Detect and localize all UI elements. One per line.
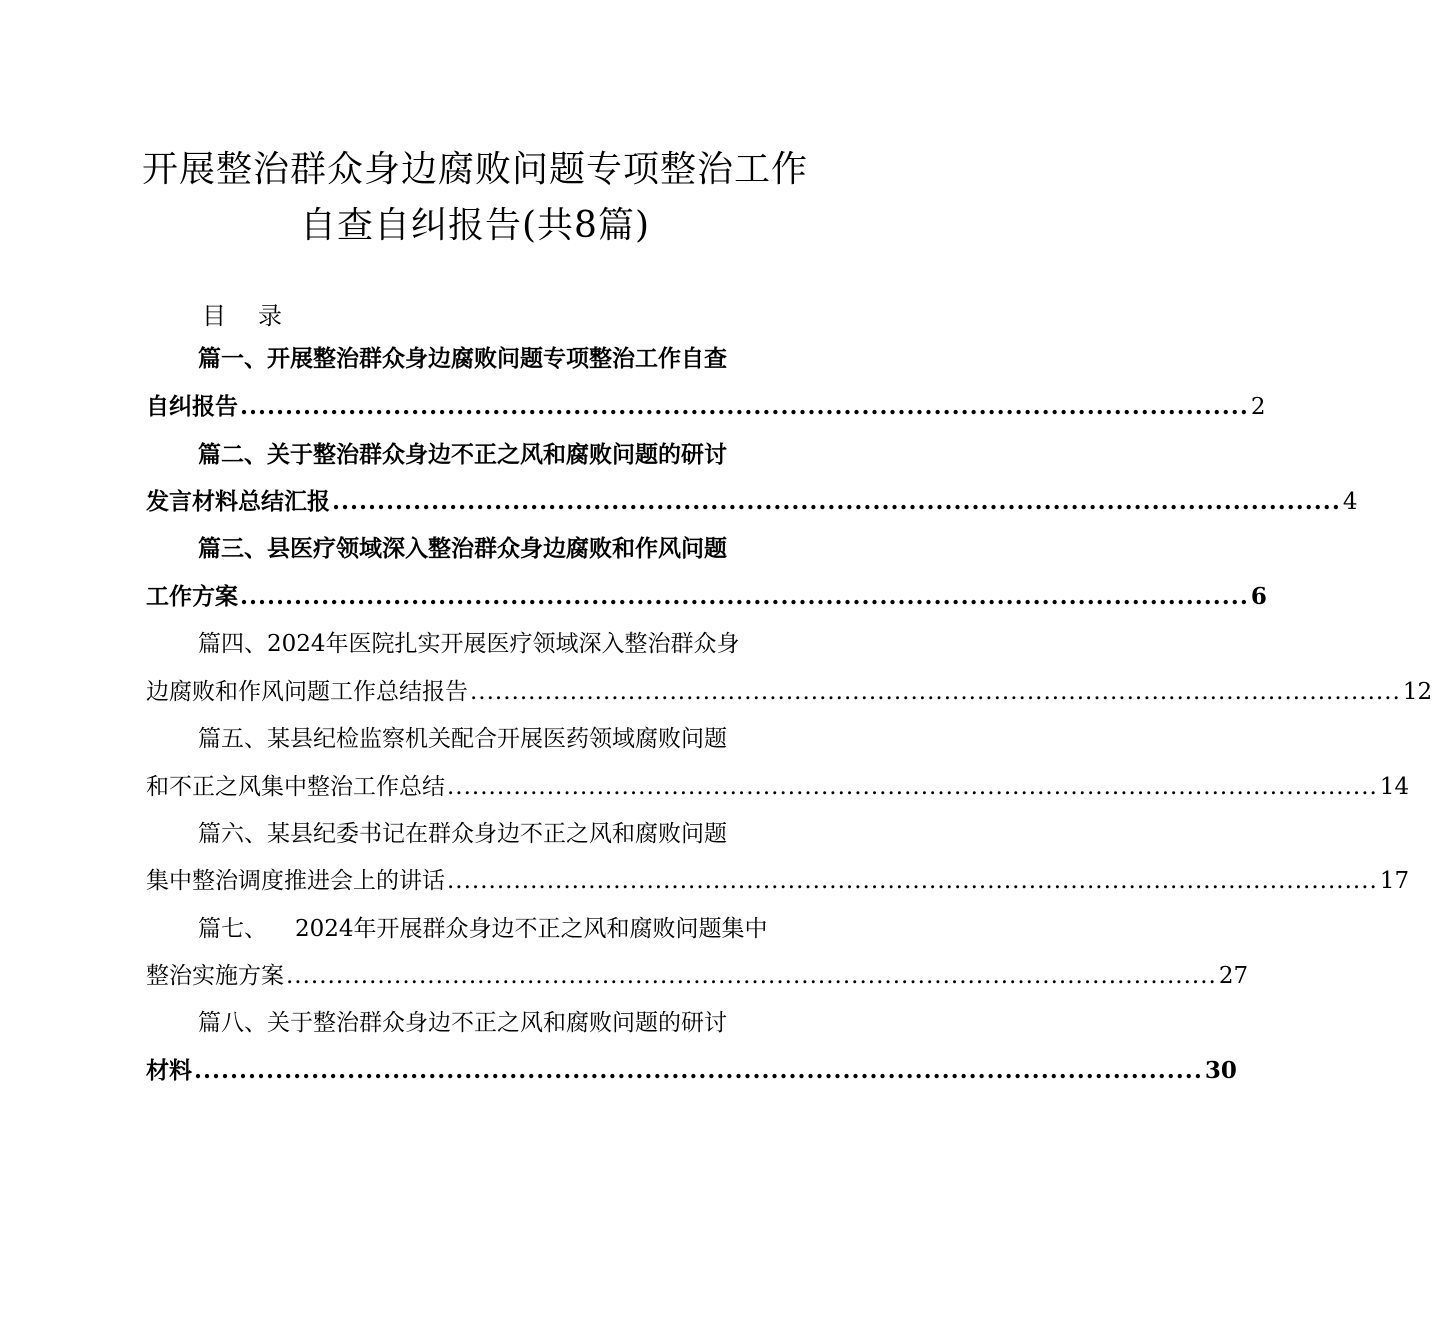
toc-entry-5-page: 14: [1379, 774, 1410, 800]
toc-entry-4-title[interactable]: 篇四、2024年医院扎实开展医疗领域深入整治群众身: [198, 631, 740, 657]
toc-entry-7-title-rest: 2024年开展群众身边不正之风和腐败问题集中: [295, 916, 768, 942]
toc-entry-2-leader-line[interactable]: [146, 485, 1358, 519]
dot-leader: ................................................................................................................: [240, 583, 1249, 610]
toc-entry-6-title[interactable]: 篇六、某县纪委书记在群众身边不正之风和腐败问题: [198, 821, 727, 847]
toc-entry-1-page: 2: [1250, 394, 1266, 420]
toc-entry-7-prefix: 篇七、: [198, 916, 267, 942]
dot-leader: ................................................................................................................: [240, 393, 1249, 420]
toc-entry-8-title-cont: 材料: [146, 1057, 192, 1084]
toc-entry-4-title-cont: 边腐败和作风问题工作总结报告: [146, 679, 468, 705]
toc-heading-part-2: 录: [258, 302, 284, 330]
dot-leader: ................................................................................................................: [447, 868, 1378, 894]
dot-leader: ................................................................................................................: [470, 679, 1401, 705]
toc-entry-3-title[interactable]: 篇三、县医疗领域深入整治群众身边腐败和作风问题: [198, 535, 727, 562]
toc-entry-4-page: 12: [1402, 679, 1432, 705]
toc-entry-7-title[interactable]: [198, 912, 806, 946]
toc-entry-7-title-cont: 整治实施方案: [146, 963, 284, 989]
toc-entry-7-leader-line[interactable]: [146, 959, 1249, 993]
toc-entry-3-leader-line[interactable]: [146, 580, 1267, 614]
toc-entry-3-page: 6: [1250, 583, 1267, 610]
toc-entry-5-title-cont: 和不正之风集中整治工作总结: [146, 774, 445, 800]
toc-entry-1-title-cont: 自纠报告: [146, 393, 238, 420]
toc-entry-2-title-cont: 发言材料总结汇报: [146, 488, 330, 515]
toc-entry-4-leader-line[interactable]: [146, 675, 1432, 709]
document-title-line-1: 开展整治群众身边腐败问题专项整治工作: [141, 149, 808, 190]
toc-entry-6-leader-line[interactable]: [146, 864, 1410, 898]
toc-entry-2-title[interactable]: 篇二、关于整治群众身边不正之风和腐败问题的研讨: [198, 441, 727, 468]
toc-entry-5-leader-line[interactable]: [146, 770, 1410, 804]
dot-leader: ................................................................................................................: [194, 1057, 1203, 1084]
document-title-line-2: 自查自纠报告(共8篇): [300, 205, 650, 246]
toc-entry-6-title-cont: 集中整治调度推进会上的讲话: [146, 868, 445, 894]
toc-entry-1-leader-line[interactable]: [146, 390, 1266, 424]
toc-entry-7-page: 27: [1218, 963, 1249, 989]
toc-entry-3-title-cont: 工作方案: [146, 583, 238, 610]
toc-entry-8-title[interactable]: 篇八、关于整治群众身边不正之风和腐败问题的研讨: [198, 1010, 727, 1036]
toc-entry-2-page: 4: [1342, 489, 1358, 515]
dot-leader: ................................................................................................................: [332, 488, 1341, 515]
toc-heading: [202, 298, 284, 334]
toc-entry-8-page: 30: [1204, 1057, 1237, 1084]
toc-entry-1-title[interactable]: 篇一、开展整治群众身边腐败问题专项整治工作自查: [198, 345, 727, 372]
toc-entry-6-page: 17: [1379, 868, 1410, 894]
dot-leader: ................................................................................................................: [286, 963, 1217, 989]
toc-entry-8-leader-line[interactable]: [146, 1054, 1237, 1088]
dot-leader: ................................................................................................................: [447, 774, 1378, 800]
toc-heading-part-1: 目: [202, 302, 228, 330]
toc-entry-5-title[interactable]: 篇五、某县纪检监察机关配合开展医药领域腐败问题: [198, 726, 727, 752]
